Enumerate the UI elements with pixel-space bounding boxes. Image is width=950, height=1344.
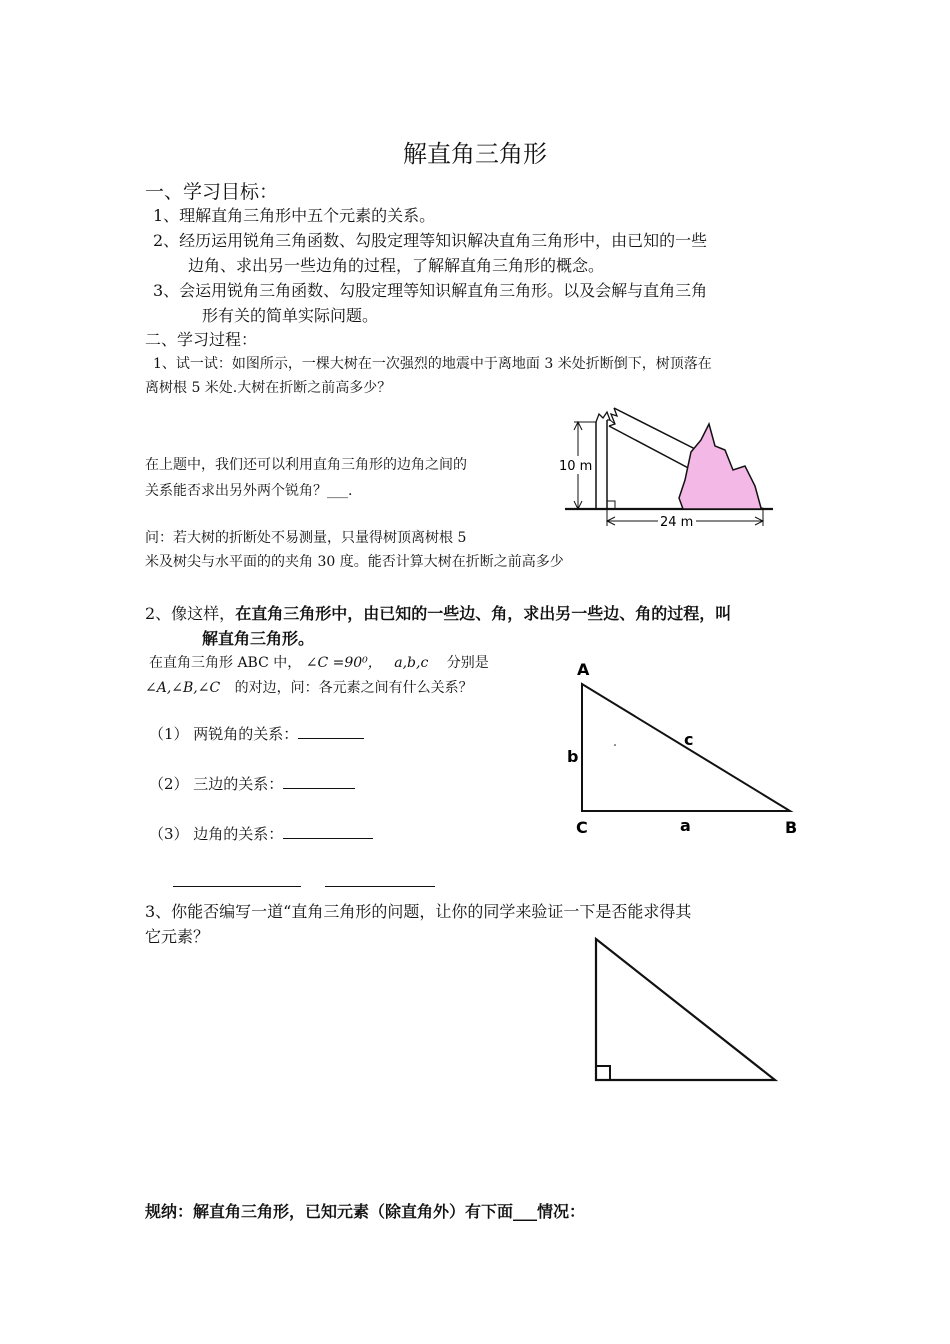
abc-vars: a,b,c [394, 655, 429, 671]
abc-line1 [149, 652, 489, 672]
definition-prefix: 2、像这样， [145, 604, 236, 623]
abc-suffix: 分别是 [446, 655, 489, 671]
ask-line1: 问：若大树的折断处不易测量，只量得树顶离树根 5 [145, 530, 467, 546]
question-1 [149, 723, 364, 744]
answer-blank-2[interactable] [283, 774, 355, 789]
tree-crown-shape [679, 424, 765, 509]
blank-line-b [325, 886, 435, 887]
task3-line2: 它元素？ [145, 927, 210, 946]
question-3-text: （3） 边角的关系： [149, 825, 284, 843]
definition-line2: 解直角三角形。 [202, 629, 315, 648]
page-title: 解直角三角形 [403, 140, 547, 168]
objective-1: 1、理解直角三角形中五个元素的关系。 [153, 206, 436, 225]
objective-2-line2: 边角、求出另一些边角的过程，了解解直角三角形的概念。 [188, 256, 605, 275]
answer-blank-1[interactable] [298, 724, 364, 739]
question-1-text: （1） 两锐角的关系： [149, 725, 299, 743]
blank-line-a [173, 886, 301, 887]
try-line2: 离树根 5 米处.大树在折断之前高多少？ [145, 380, 392, 396]
right-triangle-figure [585, 930, 785, 1090]
vertex-a-label: A [577, 660, 590, 679]
task3-line1: 3、你能否编写一道“直角三角形的问题，让你的同学来验证一下是否能求得其 [145, 902, 692, 921]
question-2 [149, 773, 355, 794]
summary-line: 规纳：解直角三角形，已知元素（除直角外）有下面___情况： [145, 1202, 586, 1221]
definition-bold1: 在直角三角形中，由已知的一些边、角，求出另一些边、角的过程，叫 [235, 604, 732, 623]
side-a-label: a [680, 816, 691, 835]
abc-prefix: 在直角三角形 ABC 中， [149, 655, 302, 671]
abc-line2 [145, 677, 473, 697]
question-2-text: （2） 三边的关系： [149, 775, 284, 793]
side-question-line2: 关系能否求出另外两个锐角？___. [145, 483, 353, 499]
side-b-label: b [567, 747, 579, 766]
triangle-abc-figure [560, 655, 810, 845]
objective-2-line1: 2、经历运用锐角三角函数、勾股定理等知识解决直角三角形中，由已知的一些 [153, 231, 708, 250]
abc2-suffix: 的对边，问：各元素之间有什么关系？ [234, 680, 473, 696]
side-question-line1: 在上题中，我们还可以利用直角三角形的边角之间的 [145, 457, 467, 473]
question-3 [149, 823, 373, 844]
section1-heading: 一、学习目标： [145, 181, 279, 203]
height-label: 10 m [559, 459, 593, 474]
width-label: 24 m [660, 515, 694, 530]
try-line1: 1、试一试：如图所示，一棵大树在一次强烈的地震中于离地面 3 米处折断倒下，树顶落在 [153, 356, 712, 372]
abc-angle: ∠C =90⁰， [305, 655, 382, 671]
section2-heading: 二、学习过程： [145, 330, 258, 349]
definition-line1 [145, 601, 731, 624]
answer-blank-3[interactable] [283, 824, 373, 839]
ask-line2: 米及树尖与水平面的的夹角 30 度。能否计算大树在折断之前高多少 [145, 554, 564, 570]
objective-3-line1: 3、会运用锐角三角函数、勾股定理等知识解直角三角形。以及会解与直角三角 [153, 281, 708, 300]
objective-3-line2: 形有关的简单实际问题。 [202, 306, 379, 325]
side-c-label: c [684, 730, 694, 749]
broken-tree-figure [555, 400, 785, 540]
vertex-c-label: C [576, 818, 588, 837]
abc2-angles: ∠A,∠B,∠C [145, 680, 221, 696]
vertex-b-label: B [785, 818, 798, 837]
